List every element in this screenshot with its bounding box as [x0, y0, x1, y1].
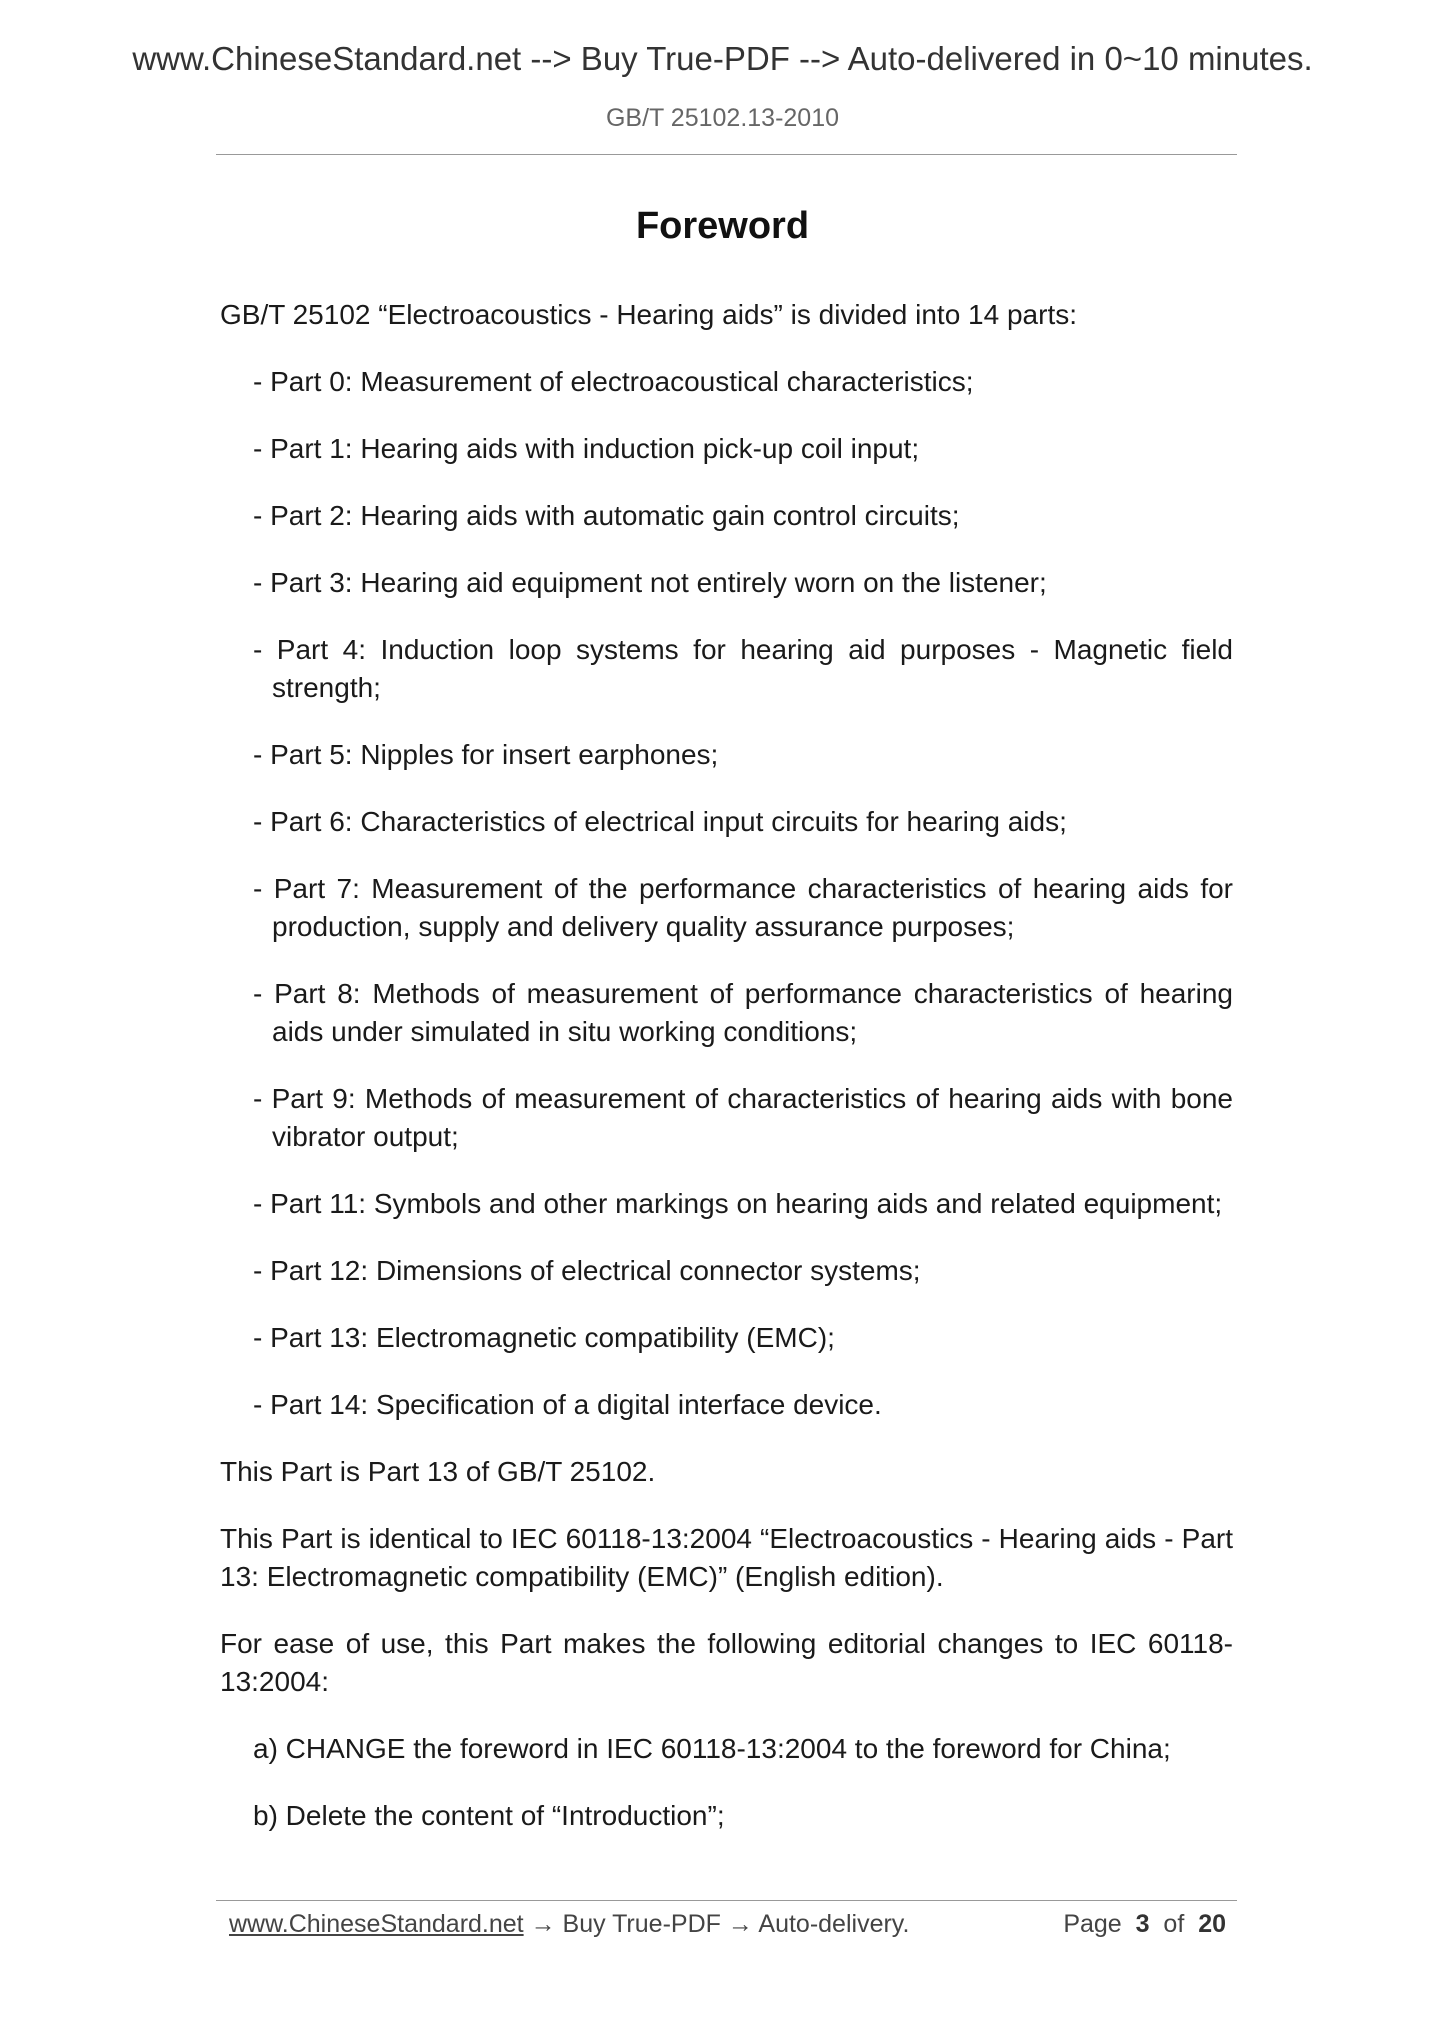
document-body — [220, 296, 1233, 1864]
part-item-7: - Part 7: Measurement of the performance characteristics of hearing aids for production, supply and delivery quality assurance purposes; — [253, 873, 1233, 942]
part-item-3: - Part 3: Hearing aid equipment not entirely worn on the listener; — [253, 567, 1047, 598]
editorial-statement: For ease of use, this Part makes the following editorial changes to IEC 60118-13:2004: — [220, 1628, 1233, 1697]
part-item-13: - Part 13: Electromagnetic compatibility (EMC); — [253, 1322, 835, 1353]
part-item-5: - Part 5: Nipples for insert earphones; — [253, 739, 719, 770]
of-label: of — [1163, 1910, 1185, 1938]
part-item-12: - Part 12: Dimensions of electrical connector systems; — [253, 1255, 921, 1286]
top-banner: www.ChineseStandard.net --> Buy True-PDF --> Auto-delivered in 0~10 minutes. — [132, 40, 1313, 77]
part-item-4: - Part 4: Induction loop systems for hearing aid purposes - Magnetic field strength; — [253, 634, 1233, 703]
intro-paragraph: GB/T 25102 “Electroacoustics - Hearing aids” is divided into 14 parts: — [220, 299, 1078, 330]
page-current: 3 — [1135, 1910, 1150, 1938]
header-divider — [216, 154, 1237, 155]
page-footer — [229, 1910, 1226, 1939]
page-label: Page — [1063, 1910, 1122, 1938]
part-item-14: - Part 14: Specification of a digital interface device. — [253, 1389, 882, 1420]
part-item-0: - Part 0: Measurement of electroacoustical characteristics; — [253, 366, 974, 397]
editorial-changes-list — [220, 1730, 1233, 1835]
page-number — [1063, 1910, 1226, 1939]
page-title: Foreword — [635, 205, 810, 247]
footer-divider — [216, 1900, 1237, 1901]
part-item-9: - Part 9: Methods of measurement of characteristics of hearing aids with bone vibrator output; — [253, 1083, 1233, 1152]
parts-list — [220, 363, 1233, 1424]
part-item-6: - Part 6: Characteristics of electrical input circuits for hearing aids; — [253, 806, 1067, 837]
part-item-8: - Part 8: Methods of measurement of performance characteristics of hearing aids under simulated in situ working conditions; — [253, 978, 1233, 1047]
page-total: 20 — [1198, 1910, 1226, 1938]
editorial-change-b: b) Delete the content of “Introduction”; — [253, 1800, 725, 1831]
identical-statement: This Part is identical to IEC 60118-13:2004 “Electroacoustics - Hearing aids - Part 13: Electromagnetic compatibility (EMC)” (English edition). — [220, 1523, 1233, 1592]
editorial-change-a: a) CHANGE the foreword in IEC 60118-13:2004 to the foreword for China; — [253, 1733, 1171, 1764]
footer-site-link[interactable]: www.ChineseStandard.net — [229, 1910, 524, 1938]
part-item-2: - Part 2: Hearing aids with automatic gain control circuits; — [253, 500, 960, 531]
document-code: GB/T 25102.13-2010 — [605, 104, 840, 132]
part-item-11: - Part 11: Symbols and other markings on hearing aids and related equipment; — [253, 1188, 1223, 1219]
part-of-statement: This Part is Part 13 of GB/T 25102. — [220, 1456, 656, 1487]
footer-tagline: → Buy True-PDF → Auto-delivery. — [523, 1910, 910, 1938]
part-item-1: - Part 1: Hearing aids with induction pick-up coil input; — [253, 433, 920, 464]
